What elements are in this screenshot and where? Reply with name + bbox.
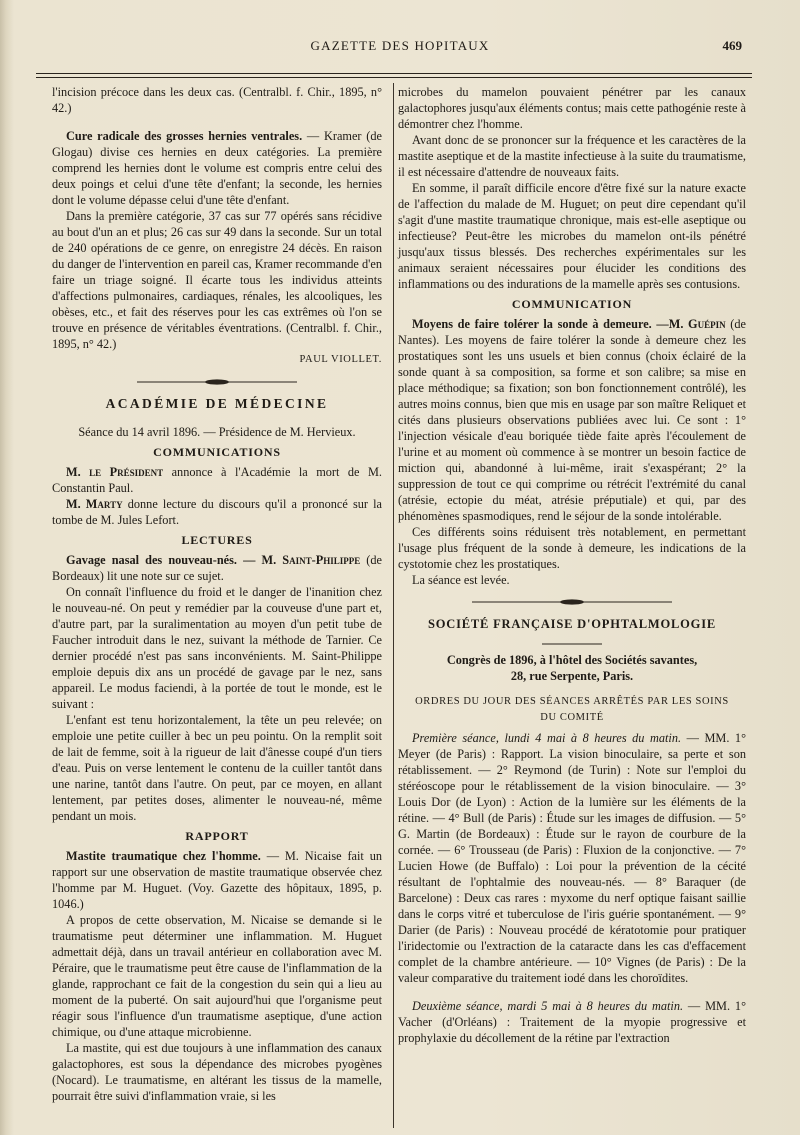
article-title: Cure radicale des grosses hernies ventrales.: [66, 129, 303, 143]
paragraph: A propos de cette observation, M. Nicaise se demande si le traumatisme peut déterminer une inflammation. M. Huguet admettait déjà, dans un travail antérieur en collaboration avec M. Péraire, que le traumatisme peut être cause de l'inflammation de la glande, rapprochant ce fait de la congestion du sein qui a lieu au moment de la puberté. On sait aujourd'hui que l'organisme peut réagir sous l'influence d'un traumatisme aseptique, d'une action chimique, ou d'une attaque microbienne.: [52, 913, 382, 1039]
article-title: Gavage nasal des nouveau-nés.: [66, 553, 237, 567]
agenda-heading: ORDRES DU JOUR DES SÉANCES ARRÊTÉS PAR LES SOINS: [415, 696, 729, 707]
paragraph: Gavage nasal des nouveau-nés. — M. Saint-Philippe (de Bordeaux) lit une note sur ce sujet.: [52, 553, 383, 583]
page-header: [0, 38, 800, 58]
header-rule-top: [36, 73, 752, 74]
page-number: 469: [722, 38, 742, 53]
paragraph: L'enfant est tenu horizontalement, la tête un peu relevée; on emploie une petite cuiller à bec un peu pointu. On la remplit soit de lait de femme, soit à la rigueur de lait d'ânesse coupé d'un tiers d'eau. Puis on verse lentement le contenu de la cuiller tantôt dans une narine, tantôt dans l'autre. On peut, par ce moyen, en allant lentement, par petites doses, alimenter le nouveau-né, même pendant un mois.: [52, 713, 382, 823]
paragraph: On connaît l'influence du froid et le danger de l'inanition chez le nouveau-né. On peut y remédier par la couveuse d'une part et, d'autre part, par la suralimentation au moyen d'un petit tube de Faucher introduit dans le nez, suivant la méthode de Tarnier. Ce dernier procédé n'est pas sans inconvénients. M. Saint-Philippe emploie depuis dix ans un procédé de gavage par le nez, sans appareil. Le modus faciendi, à la portée de tout le monde, est le suivant :: [52, 585, 382, 711]
session-title: Première séance, lundi 4 mai à 8 heures du matin.: [412, 731, 682, 745]
paragraph: La séance est levée.: [412, 573, 510, 587]
paragraph: Cure radicale des grosses hernies ventrales. — Kramer (de Glogau) divise ces hernies en deux catégories. La première comprend les hernies dont le volume est compris entre celui des deux poings et celui d'une tête d'enfant; la seconde, les hernies dont le volume dépasse celui d'une tête d'enfant.: [52, 129, 382, 207]
right-column: [398, 84, 746, 1046]
subsection-heading: RAPPORT: [185, 829, 249, 843]
author-signature: PAUL VIOLLET.: [299, 354, 382, 365]
congress-address: 28, rue Serpente, Paris.: [510, 669, 634, 683]
article-title: Mastite traumatique chez l'homme.: [66, 849, 261, 863]
article-title: Moyens de faire tolérer la sonde à demeure.: [412, 317, 652, 331]
column-divider: [393, 83, 394, 1128]
paragraph: Moyens de faire tolérer la sonde à demeure. —M. Guépin (de Nantes). Les moyens de faire tolérer la sonde à demeure chez les prostatiques sont les uns usuels et bien connus (choix éclairé de la sonde quant à sa composition, sa forme et son calibre; sa mise en place méthodique; sa fixation; son bon fonctionnement contrôlé), les autres moins connus, bien que mis en usage par son maître Reliquet et cités dans plusieurs observations publiées avec lui. Ce sont : 1° l'injection vésicale d'eau boriquée tiède faite après l'écoulement de l'urine et au moment où commence à se montrer un besoin factice de miction qui, abandonné à lui-même, irait s'exaspérant; 2° la suppression de tout ce qui comprime ou rétrécit l'extrémité du canal (atrésie, ectopie du méat, atrésie préputiale) et qui, par des phénomènes spasmodiques, rend le séjour de la sonde intolérable.: [398, 317, 747, 523]
section-ornament: [52, 378, 382, 386]
paragraph: Première séance, lundi 4 mai à 8 heures du matin. — MM. 1° Meyer (de Paris) : Rapport. La vision binoculaire, sa perte et son rétablissement. — 2° Reymond (de Turin) : Note sur l'emploi du stéréoscope pour le rétablissement de la vision binoculaire. — 3° Louis Dor (de Lyon) : Action de la lumière sur les éléments de la rétine. — 4° Bull (de Paris) : Étude sur les images de diffusion. — 5° G. Martin (de Bordeaux) : Étude sur le rayon de courbure de la cornée. — 6° Trousseau (de Paris) : Fluxion de la conjonctive. — 7° Lucien Howe (de Buffalo) : Loi pour la prévention de la cécité résultant de l'ophtalmie des nouveau-nés. — 8° Baraquer (de Barcelone) : Deux cas rares : myxome du nerf optique faisant saillie dans le corps vitré et tuberculose de l'iris guérie spontanément. — 9° Darier (de Paris) : Nouveau procédé de kératotomie pour pratiquer l'iridectomie ou l'extraction de la cataracte dans les cas d'effacement complet de la chambre antérieure. — 10° Vignes (de Paris) : De la valeur comparative du traitement iodé dans les choroïdites.: [398, 731, 746, 985]
session-title: Deuxième séance, mardi 5 mai à 8 heures du matin.: [412, 999, 684, 1013]
paragraph: En somme, il paraît difficile encore d'être fixé sur la nature exacte de l'affection du malade de M. Huguet; on peut dire cependant qu'il s'agit d'une mastite traumatique chronique, mais est-elle aseptique ou infectieuse? Peut-être les microbes du mamelon ont-ils pénétré jusqu'aux tissus blessés. Des recherches expérimentales sur les animaux seraient nécessaires pour élucider les conditions des inflammations ou des indurations de la mamelle après ses contusions.: [398, 181, 746, 291]
session-line: Séance du 14 avril 1896. — Présidence de M. Hervieux.: [78, 425, 356, 439]
subsection-heading: COMMUNICATION: [511, 297, 633, 311]
journal-title: GAZETTE DES HOPITAUX: [310, 38, 490, 53]
paragraph: Deuxième séance, mardi 5 mai à 8 heures du matin. — MM. 1° Vacher (d'Orléans) : Traitement de la myopie progressive et prophylaxie du décollement de la rétine par l'extraction: [398, 999, 746, 1045]
paragraph: l'incision précoce dans les deux cas. (Centralbl. f. Chir., 1895, n° 42.): [52, 85, 382, 115]
header-rule-bottom: [36, 77, 752, 78]
section-ornament: [398, 598, 746, 606]
paragraph: Dans la première catégorie, 37 cas sur 77 opérés sans récidive au bout d'un an et plus; 26 cas sur 49 dans la seconde. Sur un total de 240 opérations de ce genre, on enregistre 24 décès. En raison du danger de l'intervention en pareil cas, Kramer recommande d'en faire un triage soigné. Il écarte tous les individus atteints d'affections pulmonaires, cardiaques, rénales, les alcooliques, les obèses, etc., et fait des réserves pour les cas extrêmes où l'on se trouve en présence de véritables éventrations. (Centralbl. f. Chir., 1895, n° 42.): [52, 209, 382, 351]
paragraph: La mastite, qui est due toujours à une inflammation des canaux galactophores, est sous la dépendance des microbes pyogènes (Nocard). Le traumatisme, en altérant les tissus de la mamelle, pourrait être suivi d'inflammation vraie, si les: [52, 1041, 382, 1103]
left-column: [52, 84, 382, 1104]
section-rule: [398, 638, 746, 646]
paragraph: Mastite traumatique chez l'homme. — M. Nicaise fait un rapport sur une observation de mastite traumatique observée chez l'homme par M. Huguet. (Voy. Gazette des hôpitaux, 1895, p. 1046.): [52, 849, 382, 911]
subsection-heading: COMMUNICATIONS: [153, 445, 281, 459]
paragraph: M. le Président annonce à l'Académie la mort de M. Constantin Paul.: [52, 465, 382, 495]
paragraph: Ces différents soins réduisent très notablement, en permettant l'usage plus fréquent de la sonde à demeure, les indications de la cystotomie chez les prostatiques.: [398, 525, 746, 571]
section-heading: SOCIÉTÉ FRANÇAISE D'OPHTALMOLOGIE: [427, 617, 716, 631]
agenda-heading-2: DU COMITÉ: [540, 712, 604, 723]
paragraph: M. Marty donne lecture du discours qu'il a prononcé sur la tombe de M. Jules Lefort.: [52, 497, 382, 527]
section-heading: ACADÉMIE DE MÉDECINE: [105, 396, 329, 411]
subsection-heading: LECTURES: [181, 533, 253, 547]
paragraph: microbes du mamelon pouvaient pénétrer par les canaux galactophores jusqu'aux éléments contus; mais cette pathogénie reste à démontrer chez l'homme.: [398, 85, 746, 131]
paragraph: Avant donc de se prononcer sur la fréquence et les caractères de la mastite aseptique et de la mastite infectieuse à la suite du traumatisme, il est nécessaire d'attendre de nouveaux faits.: [398, 133, 746, 179]
congress-line: Congrès de 1896, à l'hôtel des Sociétés savantes,: [446, 653, 698, 667]
